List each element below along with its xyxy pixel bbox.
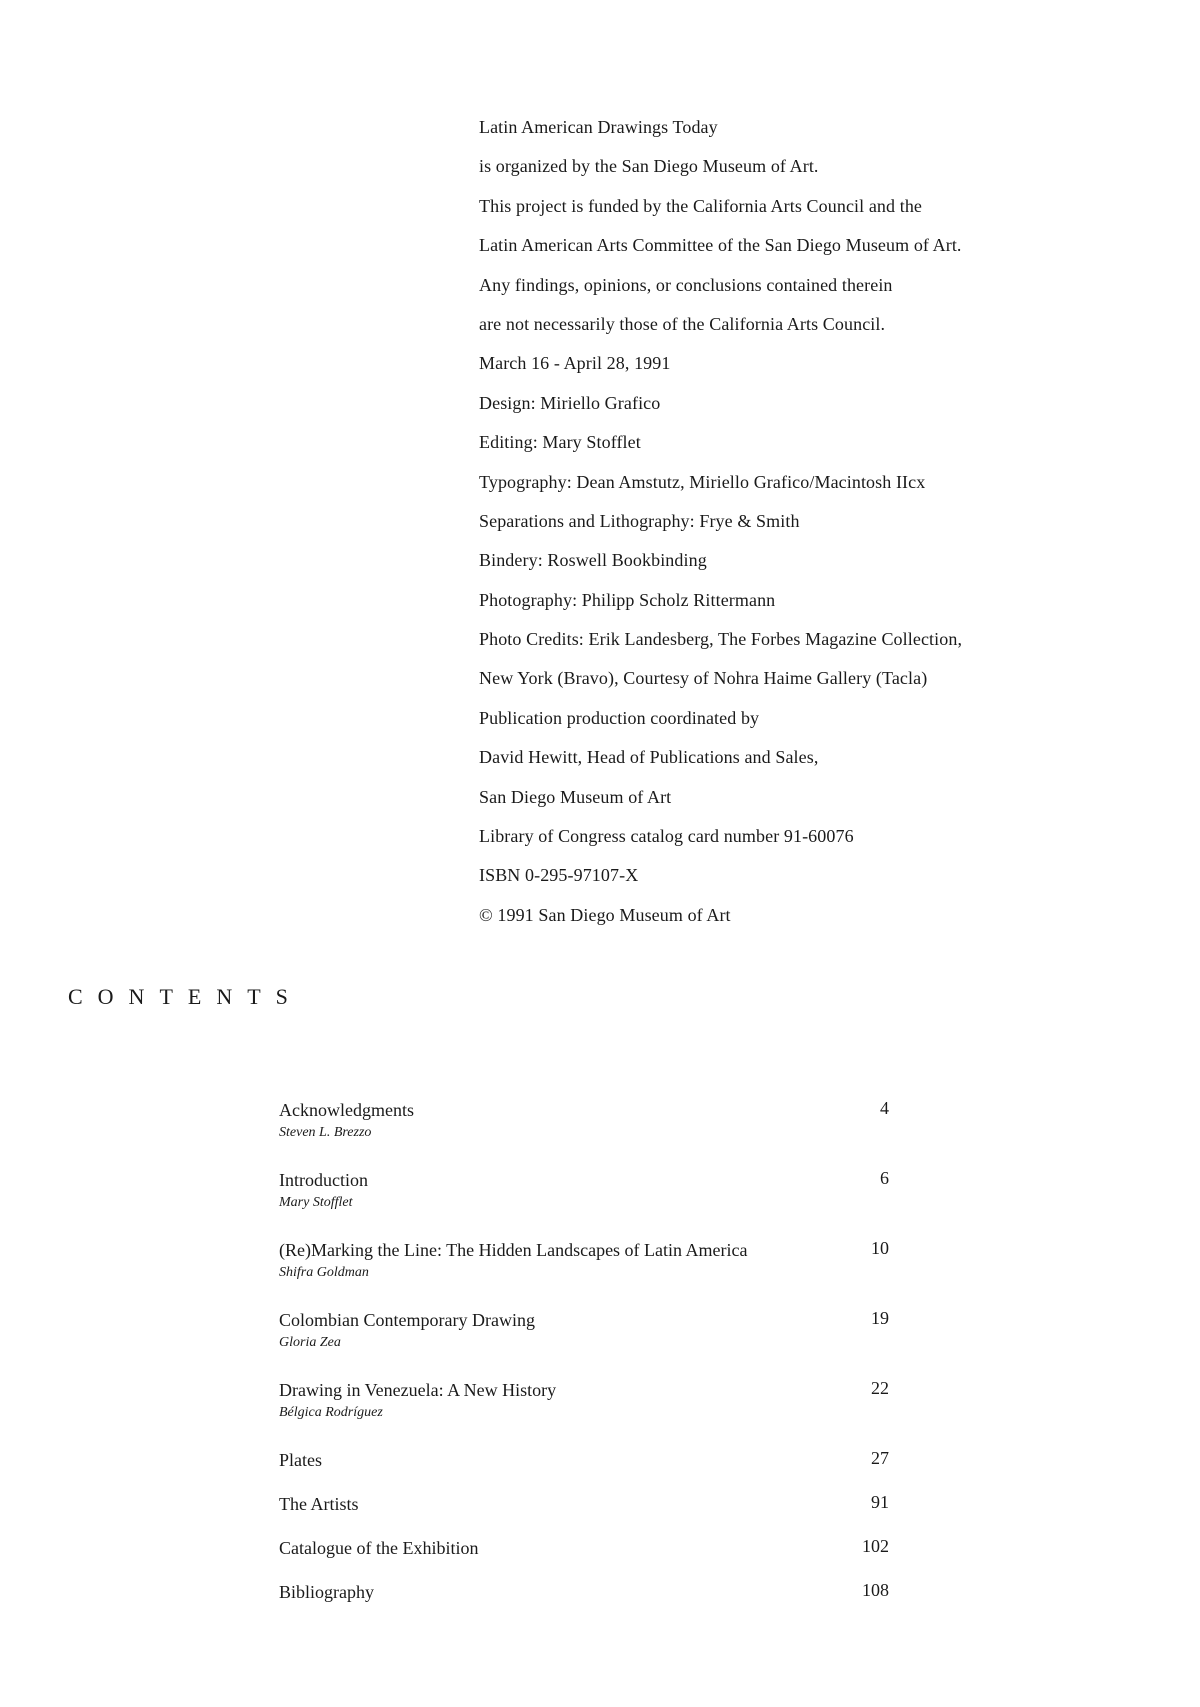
colophon-line: ISBN 0-295-97107-X — [479, 865, 639, 886]
colophon-line: Photography: Philipp Scholz Rittermann — [479, 589, 776, 610]
toc-entry — [279, 1378, 899, 1448]
colophon-line: Editing: Mary Stofflet — [479, 432, 641, 453]
colophon-line: are not necessarily those of the California Arts Council. — [479, 313, 886, 334]
colophon-line: March 16 - April 28, 1991 — [479, 353, 671, 374]
toc-entry-author: Steven L. Brezzo — [279, 1125, 372, 1140]
toc-entry-page: 10 — [871, 1238, 889, 1258]
toc-entry — [279, 1098, 899, 1168]
toc-entry-title: Drawing in Venezuela: A New History — [279, 1380, 557, 1400]
toc-entry-title: The Artists — [279, 1494, 359, 1514]
toc-entry-title: (Re)Marking the Line: The Hidden Landscapes of Latin America — [279, 1240, 748, 1260]
toc-entry-title: Introduction — [279, 1170, 368, 1190]
toc-entry-page: 6 — [880, 1168, 889, 1188]
toc-entry-page: 108 — [862, 1580, 889, 1600]
toc-entry-title: Plates — [279, 1450, 322, 1470]
colophon-line: Design: Miriello Grafico — [479, 392, 661, 413]
colophon-line: © 1991 San Diego Museum of Art — [479, 904, 731, 925]
toc-entry-author: Gloria Zea — [279, 1335, 341, 1350]
toc-entry-author: Bélgica Rodríguez — [279, 1405, 383, 1420]
toc-entry-title: Bibliography — [279, 1582, 374, 1602]
colophon-line: Any findings, opinions, or conclusions contained therein — [479, 274, 893, 295]
toc-entry-title: Acknowledgments — [279, 1100, 414, 1120]
toc-entry — [279, 1536, 899, 1580]
toc-entry-page: 102 — [862, 1536, 889, 1556]
toc-entry — [279, 1448, 899, 1492]
colophon — [479, 108, 1119, 935]
toc-entry-author: Mary Stofflet — [279, 1195, 353, 1210]
toc-entry — [279, 1168, 899, 1238]
toc-entry-page: 22 — [871, 1378, 889, 1398]
colophon-line: Separations and Lithography: Frye & Smith — [479, 510, 800, 531]
colophon-line: Latin American Arts Committee of the San Diego Museum of Art. — [479, 235, 962, 256]
toc-entry — [279, 1238, 899, 1308]
toc-entry — [279, 1308, 899, 1378]
toc-entry — [279, 1492, 899, 1536]
contents-heading: CONTENTS — [68, 984, 303, 1009]
colophon-line: Typography: Dean Amstutz, Miriello Grafico/Macintosh IIcx — [479, 471, 926, 492]
toc-entry-author: Shifra Goldman — [279, 1265, 369, 1280]
colophon-line: is organized by the San Diego Museum of Art. — [479, 156, 819, 177]
toc-entry-page: 91 — [871, 1492, 889, 1512]
colophon-line: Library of Congress catalog card number 91-60076 — [479, 826, 854, 847]
colophon-line: Latin American Drawings Today — [479, 117, 718, 137]
colophon-line: Bindery: Roswell Bookbinding — [479, 550, 707, 571]
colophon-line: San Diego Museum of Art — [479, 786, 672, 807]
colophon-line: Photo Credits: Erik Landesberg, The Forbes Magazine Collection, — [479, 629, 963, 650]
toc-entry-title: Colombian Contemporary Drawing — [279, 1310, 535, 1330]
toc-entry-page: 19 — [871, 1308, 889, 1328]
colophon-line: This project is funded by the California Arts Council and the — [479, 195, 923, 216]
colophon-line: Publication production coordinated by — [479, 707, 760, 728]
colophon-line: New York (Bravo), Courtesy of Nohra Haime Gallery (Tacla) — [479, 668, 928, 689]
toc-entry — [279, 1580, 899, 1624]
toc-entry-title: Catalogue of the Exhibition — [279, 1538, 479, 1558]
toc-entry-page: 4 — [880, 1098, 889, 1118]
colophon-line: David Hewitt, Head of Publications and Sales, — [479, 747, 819, 768]
toc-entry-page: 27 — [871, 1448, 889, 1468]
table-of-contents — [279, 1098, 899, 1624]
